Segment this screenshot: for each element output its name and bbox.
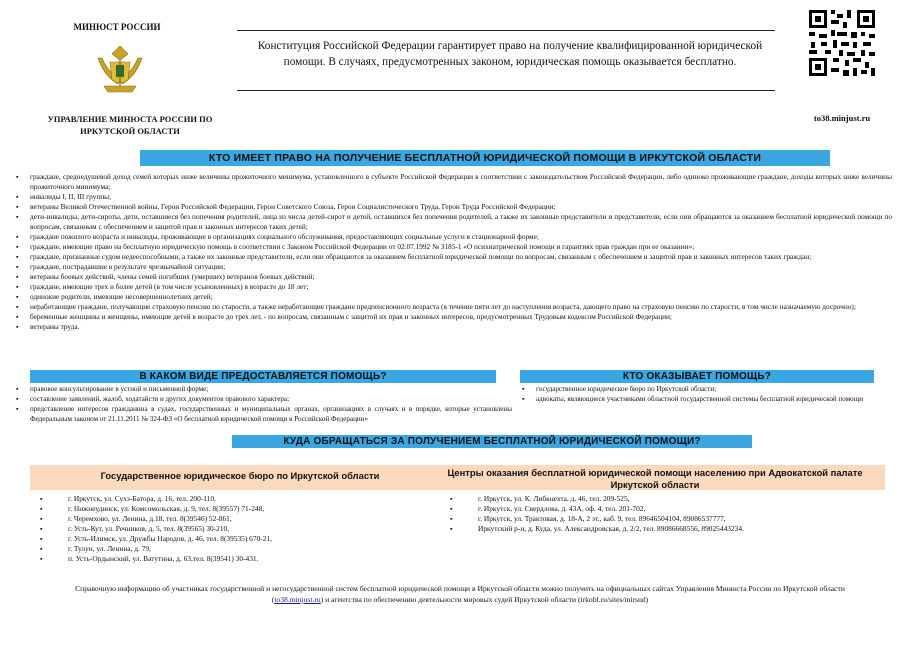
list-item: ▪ г. Тулун, ул. Ленина, д. 79, [38, 544, 438, 554]
list-item: ▪ Иркутский р-н, д. Куда, ул. Александровская, д. 2/2, тел. 89086668556, 89025443234. [448, 524, 878, 534]
providers-list [520, 384, 880, 404]
list-item: ▪ г. Нижнеудинск, ул. Комсомольская, д. 9, тел. 8(39557) 71-248, [38, 504, 438, 514]
list-item: ▪ беременные женщины и женщины, имеющие детей в возрасте до трех лет, - по вопросам, связанным с защитой их прав и законных интересов, предусмотренных Трудовым кодексом Российской Федерации; [14, 312, 892, 322]
list-item: ▪ адвокаты, являющиеся участниками областной государственной системы бесплатной юридической помощи [520, 394, 880, 404]
list-item: ▪ ветераны боевых действий, члены семей погибших (умерших) ветеранов боевых действий; [14, 272, 892, 282]
providers-list-container [520, 384, 880, 404]
who-list-container [14, 172, 892, 332]
department-title: УПРАВЛЕНИЕ МИНЮСТА РОССИИ ПО ИРКУТСКОЙ ОБЛАСТИ [47, 114, 213, 136]
footer-text-before: Справочную информацию об участниках государственной и негосударственной систем бесплатной юридической помощи в Иркутской области можно получить на официальных сайтах Управления Минюста России по Иркутской области ( [75, 584, 845, 604]
bar-centers-title: Центры оказания бесплатной юридической помощи населению при Адвокатской палате Иркутской области [447, 467, 863, 490]
justice-emblem-icon [90, 40, 150, 98]
list-item: ▪ ветераны труда. [14, 322, 892, 332]
website-label: to38.minjust.ru [813, 113, 871, 123]
list-item: ▪ граждане пожилого возраста и инвалиды, проживающие в организациях социального обслуживания, предоставляющих социальные услуги в стационарной форме; [14, 232, 892, 242]
where-banner: КУДА ОБРАЩАТЬСЯ ЗА ПОЛУЧЕНИЕМ БЕСПЛАТНОЙ ЮРИДИЧЕСКОЙ ПОМОЩИ? [232, 435, 752, 448]
list-item: ▪ граждане, имеющие трех и более детей (в том числе усыновленных) в возрасте до 18 лет; [14, 282, 892, 292]
list-item: ▪ неработающие граждане, получающие страховую пенсию по старости, а также неработающие граждане предпенсионного возраста (в течение пяти лет до наступления возраста, дающего право на страховую пенсию по старости, в том числе назначаемую досрочно); [14, 302, 892, 312]
state-bureau-addresses [38, 494, 438, 564]
list-item: ▪ дети-инвалиды, дети-сироты, дети, оставшиеся без попечения родителей, лица из числа детей-сирот и детей, оставшихся без попечения родителей, а также их законные представители и представители, если они обращаются за оказанием бесплатной юридической помощи по вопросам, связанным с обеспечением и защитой прав и законных интересов таких детей; [14, 212, 892, 232]
form-list [14, 384, 512, 424]
list-item: ▪ составление заявлений, жалоб, ходатайств и других документов правового характера; [14, 394, 512, 404]
list-item: ▪ г. Иркутск, ул. К. Либкнехта, д. 46, тел. 209-525, [448, 494, 878, 504]
qr-code-icon[interactable] [807, 8, 877, 78]
form-banner: В КАКОМ ВИДЕ ПРЕДОСТАВЛЯЕТСЯ ПОМОЩЬ? [30, 370, 496, 383]
list-item: ▪ инвалиды I, II, III группы; [14, 192, 892, 202]
who-list [14, 172, 892, 332]
list-item: ▪ г. Усть-Кут, ул. Речников, д. 5, тел. 8(39565) 30-210, [38, 524, 438, 534]
list-item: ▪ граждане, имеющие право на бесплатную юридическую помощь в соответствии с Законом Российской Федерации от 02.07.1992 № 3185-1 «О психиатрической помощи и гарантиях прав граждан при ее оказании»; [14, 242, 892, 252]
constitution-statement: Конституция Российской Федерации гарантирует право на получение квалифицированной юридической помощи. В случаях, предусмотренных законом, юридическая помощь оказывается бесплатно. [257, 40, 763, 68]
list-item: ▪ г. Иркутск, ул. Трактовая, д. 18-А, 2 эт., каб. 9, тел. 89646504104, 89086537777, [448, 514, 878, 524]
top-rule [237, 30, 775, 31]
list-item: ▪ граждане, пострадавшие в результате чрезвычайной ситуации; [14, 262, 892, 272]
list-item: ▪ одинокие родители, имеющие несовершеннолетних детей; [14, 292, 892, 302]
list-item: ▪ г. Черемхово, ул. Ленина, д.18, тел. 8(39546) 52-861, [38, 514, 438, 524]
state-bureau-title: Государственное юридическое бюро по Иркутской области [100, 470, 380, 481]
bar-centers-addresses [448, 494, 878, 534]
list-item: ▪ ветераны Великой Отечественной войны, Герои Российской Федерации, Герои Советского Союза, Герои Социалистического Труда, Герои Труда Российской Федерации; [14, 202, 892, 212]
address-list-left [38, 494, 438, 564]
list-item: ▪ представление интересов гражданина в судах, государственных и муниципальных органах, организациях в случаях и в порядке, которые установлены Федеральным законом от 21.11.2011 № 324-ФЗ «О бесплатной юридической помощи в Российской Федерации» [14, 404, 512, 424]
bottom-rule [237, 90, 775, 91]
providers-banner: КТО ОКАЗЫВАЕТ ПОМОЩЬ? [520, 370, 874, 383]
footer-note [60, 583, 860, 605]
list-item: ▪ г. Иркутск, ул. Свердлова, д. 43А, оф. 4, тел. 201-702, [448, 504, 878, 514]
ministry-label: МИНЮСТ РОССИИ [73, 22, 161, 32]
footer-link[interactable]: to38.minjust.ru [274, 595, 321, 604]
who-banner: КТО ИМЕЕТ ПРАВО НА ПОЛУЧЕНИЕ БЕСПЛАТНОЙ ЮРИДИЧЕСКОЙ ПОМОЩИ В ИРКУТСКОЙ ОБЛАСТИ [140, 150, 830, 166]
list-item: ▪ г. Иркутск, ул. Сухэ-Батора, д. 16, тел. 200-110, [38, 494, 438, 504]
list-item: ▪ г. Усть-Илимск, ул. Дружбы Народов, д. 46, тел. 8(39535) 670-21, [38, 534, 438, 544]
list-item: ▪ правовое консультирование в устной и письменной форме; [14, 384, 512, 394]
form-list-container [14, 384, 512, 424]
list-item: ▪ граждане, признанные судом недееспособными, а также их законные представители, если они обращаются за оказанием бесплатной юридической помощи по вопросам, связанным с обеспечением и защитой прав и законных интересов таких граждан; [14, 252, 892, 262]
list-item: ▪ граждане, среднедушевой доход семей которых ниже величины прожиточного минимума, установленного в субъекте Российской Федерации в соответствии с законодательством Российской Федерации, либо одиноко проживающие граждане, доходы которых ниже величины прожиточного минимума; [14, 172, 892, 192]
address-list-right [448, 494, 878, 534]
footer-text-after: ) и агентства по обеспечению деятельности мировых судей Иркутской области (irkobl.ru/sites/mirsud) [320, 595, 649, 604]
list-item: ▪ п. Усть-Ордынский, ул. Ватутина, д. 63,тел. 8(39541) 30-431. [38, 554, 438, 564]
list-item: ▪ государственное юридическое бюро по Иркутской области; [520, 384, 880, 394]
